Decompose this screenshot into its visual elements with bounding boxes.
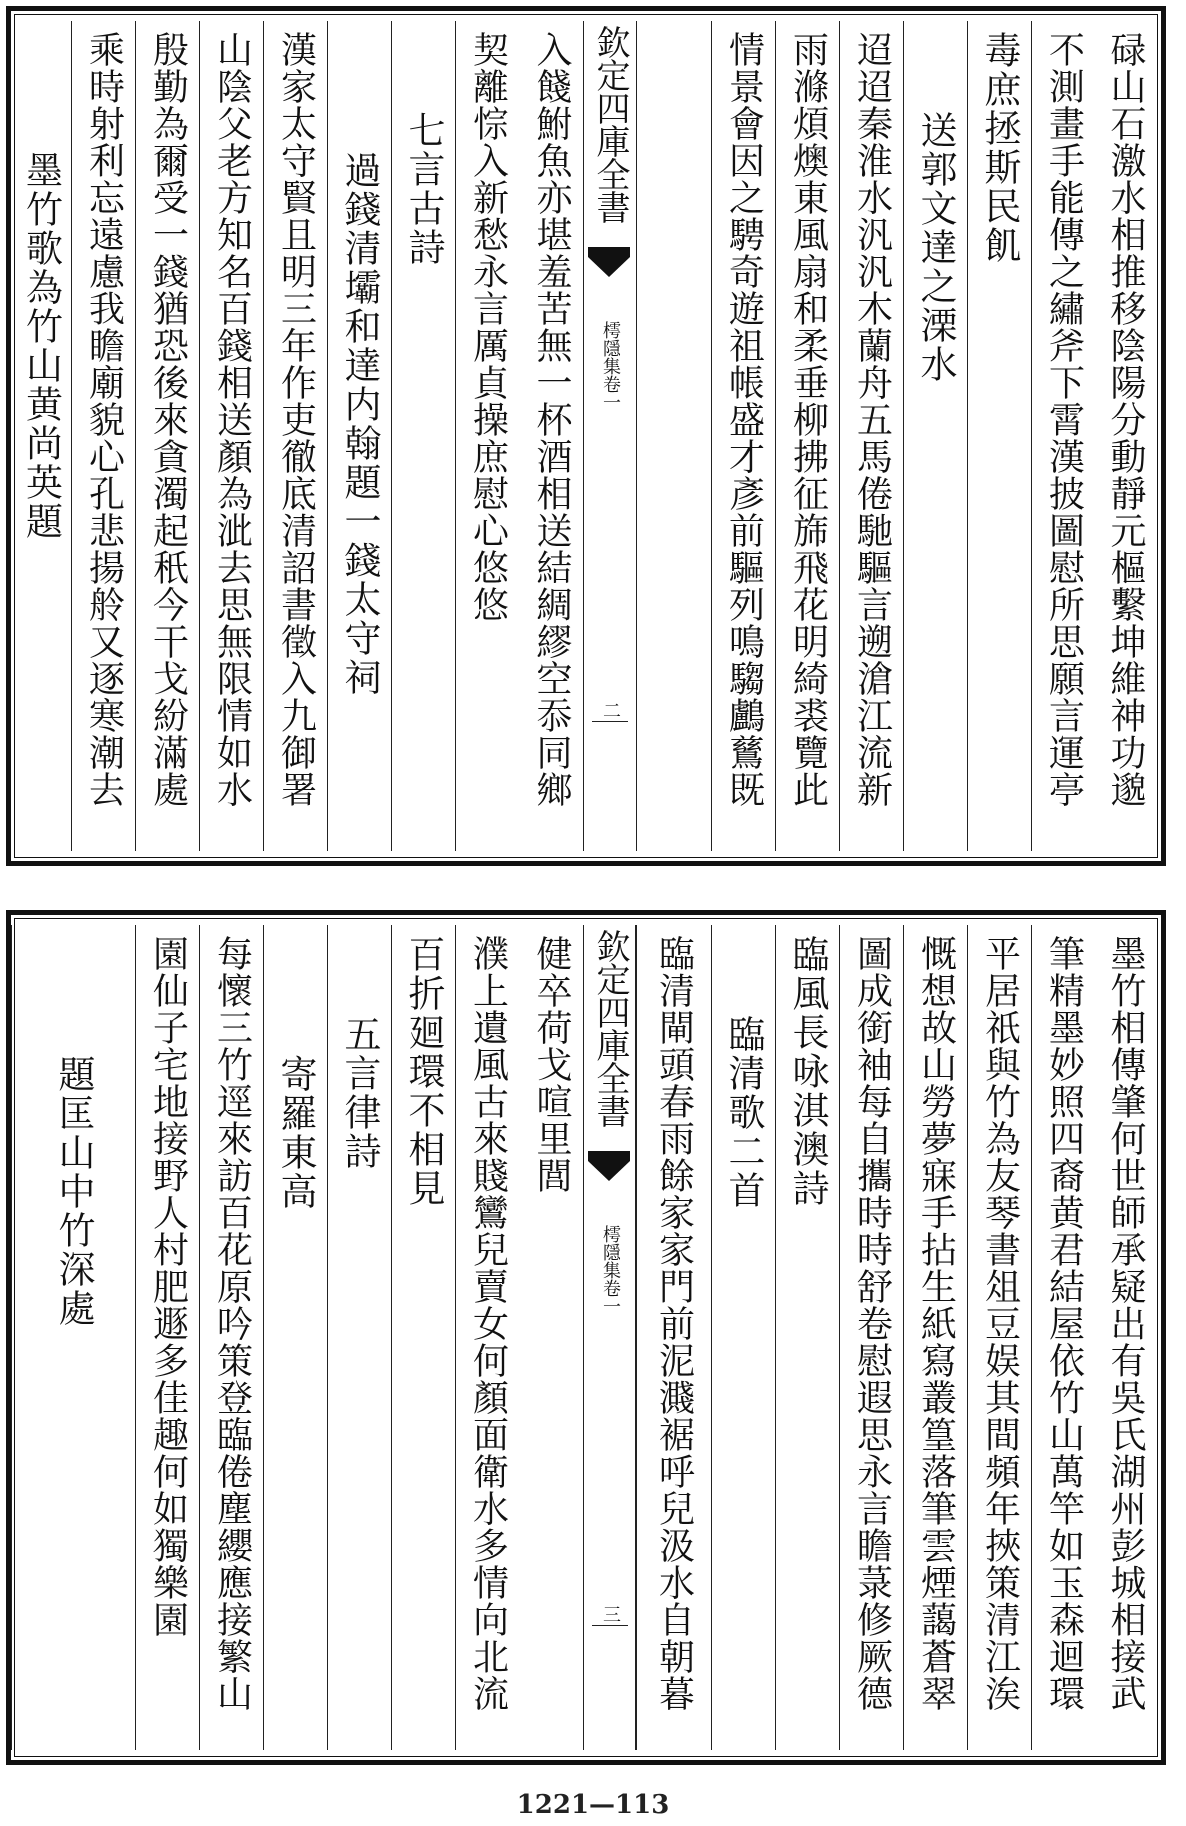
- page-number: 二: [600, 701, 621, 719]
- column-text: 臨風長咏淇澳詩: [786, 935, 829, 1208]
- text-column: [391, 21, 455, 851]
- page-footer-reference: 1221—113: [516, 1790, 670, 1820]
- fish-tail-mark-icon: [588, 1151, 630, 1187]
- text-column: [455, 925, 519, 1750]
- column-text: 慨想故山勞夢寐手拈生紙寫叢篁落筆雲煙藹蒼翠: [915, 935, 957, 1712]
- text-column: [775, 21, 839, 851]
- column-text: 毒庶拯斯民飢: [978, 31, 1021, 265]
- text-column: [967, 21, 1031, 851]
- volume-label: 樗隱集卷一: [600, 1225, 621, 1315]
- column-text: 情景會因之騁奇遊祖帳盛才彥前驅列鳴騶鸕鶿既: [723, 31, 765, 808]
- book-title: 欽定四庫全書: [590, 25, 630, 223]
- poem-title: 題匡山中竹深處: [52, 1055, 95, 1328]
- column-text: 臨清閘頭春雨餘家家門前泥濺裾呼兒汲水自朝暮: [653, 935, 695, 1712]
- page-panel-bottom: [6, 910, 1166, 1765]
- column-text: 迢迢秦淮水汎汎木蘭舟五馬倦馳驅言遡滄江流新: [851, 31, 893, 808]
- column-text: 契離悰入新愁永言厲貞操庶慰心悠悠: [467, 31, 509, 623]
- text-column: [519, 925, 583, 1750]
- column-text: 健卒荷戈喧里閭: [531, 935, 572, 1194]
- page-number: 三: [600, 1605, 621, 1623]
- text-column: [1031, 21, 1095, 851]
- strip-rule: [592, 721, 628, 722]
- column-text: 圖成銜袖每自攜時時舒卷慰遐思永言瞻菉修厥德: [851, 935, 893, 1712]
- column-text: 雨滌煩燠東風扇和柔垂柳拂征旆飛花明綺裘覽此: [787, 31, 829, 808]
- text-column: [263, 21, 327, 851]
- poem-title: 墨竹歌為竹山黄尚英題: [19, 151, 63, 541]
- column-text: 乘時射利忘遠慮我瞻廟貌心孔悲揚舲又逐寒潮去: [83, 31, 125, 808]
- text-column: [455, 21, 519, 851]
- volume-label: 樗隱集卷一: [600, 321, 621, 411]
- text-column: [711, 925, 775, 1750]
- text-column: [199, 21, 263, 851]
- book-title: 欽定四庫全書: [590, 929, 630, 1127]
- column-text: 碌山石激水相推移陰陽分動靜元樞繫坤維神功邈: [1105, 31, 1146, 808]
- text-column: [263, 925, 327, 1750]
- text-column: [775, 925, 839, 1750]
- column-text: 筆精墨妙照四裔黄君結屋依竹山萬竿如玉森迴環: [1043, 935, 1085, 1712]
- column-text: 園仙子宅地接野人村肥遯多佳趣何如獨樂園: [147, 935, 189, 1638]
- text-column: [391, 925, 455, 1750]
- column-text: 不測畫手能傳之繡斧下霄漢披圖慰所思願言運亭: [1043, 31, 1085, 808]
- column-text: 墨竹相傳肇何世師承疑出有吳氏湖州彭城相接武: [1105, 935, 1146, 1712]
- page-panel-top: [6, 6, 1166, 866]
- text-column: [199, 925, 263, 1750]
- column-text: 每懷三竹逕來訪百花原吟策登臨倦塵纓應接繁山: [211, 935, 253, 1712]
- text-column: [135, 21, 199, 851]
- text-column: [1095, 21, 1155, 851]
- column-text: 濮上遺風古來賤鸞兒賣女何顏面衛水多情向北流: [467, 935, 509, 1712]
- poem-title: 送郭文達之溧水: [914, 111, 957, 384]
- column-text: 入餞鮒魚亦堪羞苦無一杯酒相送結綢繆空忝同鄉: [531, 31, 572, 808]
- column-text: 平居祇與竹為友琴書俎豆娱其間頻年挾策清江涘: [979, 935, 1021, 1712]
- text-column: [967, 925, 1031, 1750]
- text-column: [635, 925, 711, 1750]
- column-text: 漢家太守賢且明三年作吏徹底清詔書徵入九御署: [275, 31, 317, 808]
- text-column: [11, 21, 71, 851]
- text-column: [839, 21, 903, 851]
- text-column: [11, 925, 135, 1750]
- column-text: 殷勤為爾受一錢猶恐後來貪濁起秖今干戈紛滿處: [147, 31, 189, 808]
- text-column: [135, 925, 199, 1750]
- text-column: [327, 21, 391, 851]
- section-heading: 五言律詩: [338, 1015, 381, 1171]
- poem-title: 過錢清壩和達内翰題一錢太守祠: [338, 151, 381, 697]
- section-heading: 臨清歌二首: [722, 1015, 765, 1210]
- text-column: [839, 925, 903, 1750]
- text-column: [327, 925, 391, 1750]
- text-column: [903, 925, 967, 1750]
- column-text: 百折廻環不相見: [402, 935, 445, 1208]
- text-column: [711, 21, 775, 851]
- text-column: [1095, 925, 1155, 1750]
- text-column: [1031, 925, 1095, 1750]
- text-column: [71, 21, 135, 851]
- poem-title: 寄羅東高: [274, 1055, 317, 1211]
- column-text: 山陰父老方知名百錢相送顏為泚去思無限情如水: [211, 31, 253, 808]
- text-column: [519, 21, 583, 851]
- fish-tail-mark-icon: [588, 247, 630, 283]
- center-fold-strip: [583, 925, 637, 1750]
- center-fold-strip: [583, 21, 637, 851]
- text-column: [903, 21, 967, 851]
- strip-rule: [592, 1625, 628, 1626]
- section-heading: 七言古詩: [402, 111, 445, 267]
